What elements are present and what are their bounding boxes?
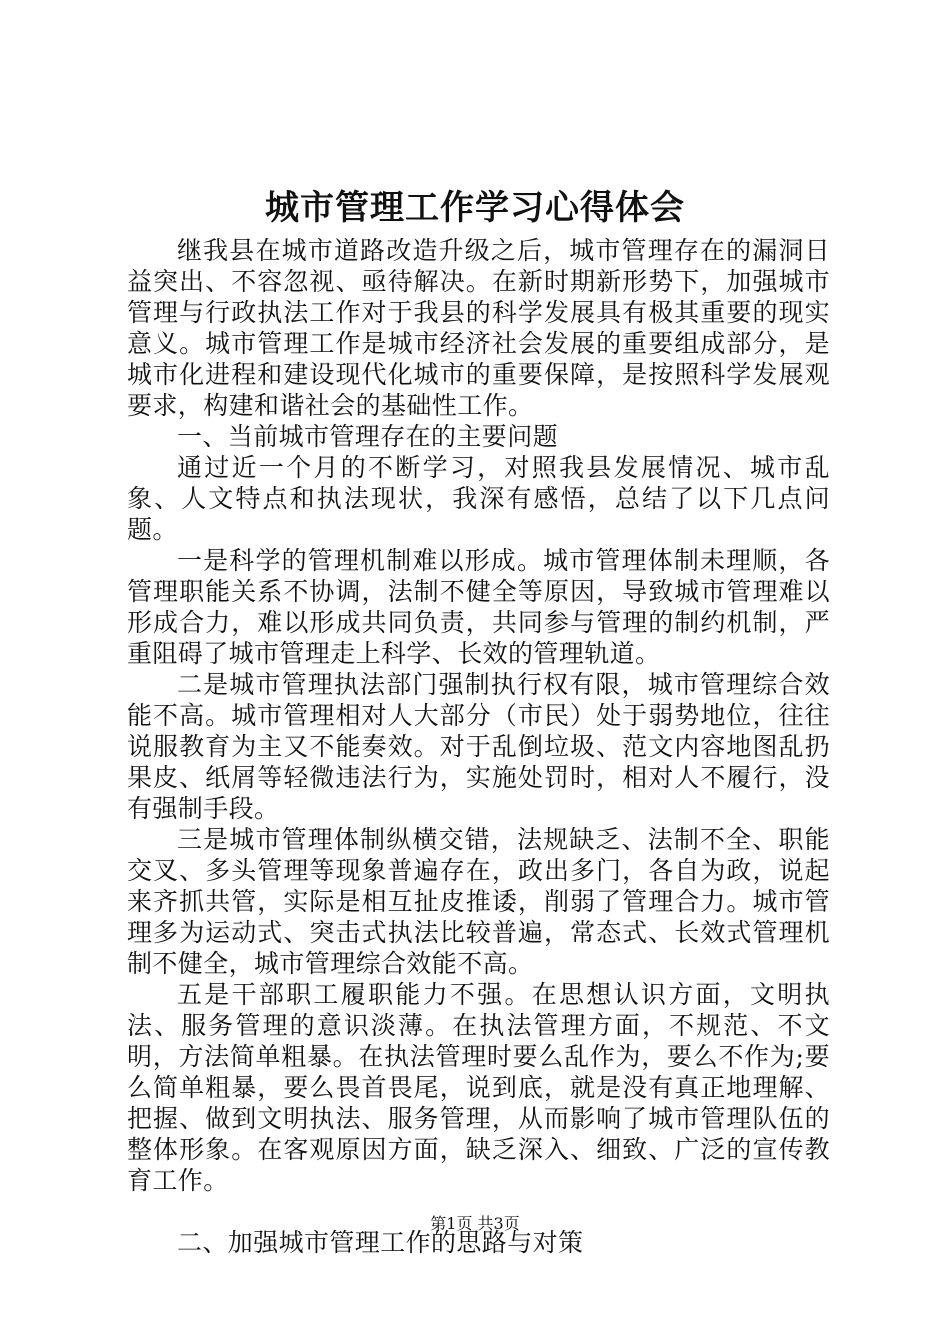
paragraph-point-five: 五是干部职工履职能力不强。在思想认识方面，文明执法、服务管理的意识淡薄。在执法管理方面，不规范、不文明，方法简单粗暴。在执法管理时要么乱作为，要么不作为;要么简单粗暴，要么畏首畏尾，说到底，就是没有真正地理解、把握、做到文明执法、服务管理，从而影响了城市管理队伍的整体形象。在客观原因方面，缺乏深入、细致、广泛的宣传教育工作。 — [127, 980, 830, 1195]
document-body — [127, 235, 830, 1258]
paragraph-intro: 继我县在城市道路改造升级之后，城市管理存在的漏洞日益突出、不容忽视、亟待解决。在新时期新形势下，加强城市管理与行政执法工作对于我县的科学发展具有极其重要的现实意义。城市管理工作是城市经济社会发展的重要组成部分，是城市化进程和建设现代化城市的重要保障，是按照科学发展观要求，构建和谐社会的基础性工作。 — [127, 236, 830, 420]
document-title: 城市管理工作学习心得体会 — [265, 188, 685, 228]
paragraph-summary: 通过近一个月的不断学习，对照我县发展情况、城市乱象、人文特点和执法现状，我深有感悟，总结了以下几点问题。 — [127, 453, 830, 544]
section-heading-problems: 一、当前城市管理存在的主要问题 — [177, 422, 559, 451]
paragraph-point-three: 三是城市管理体制纵横交错，法规缺乏、法制不全、职能交叉、多头管理等现象普遍存在，政出多门，各自为政，说起来齐抓共管，实际是相互扯皮推诿，削弱了管理合力。城市管理多为运动式、突击式执法比较普遍，常态式、长效式管理机制不健全，城市管理综合效能不高。 — [127, 825, 830, 978]
paragraph-point-one: 一是科学的管理机制难以形成。城市管理体制未理顺，各管理职能关系不协调，法制不健全等原因，导致城市管理难以形成合力，难以形成共同负责，共同参与管理的制约机制，严重阻碍了城市管理走上科学、长效的管理轨道。 — [127, 546, 830, 668]
section-heading-strategies: 二、加强城市管理工作的思路与对策 — [177, 1228, 584, 1257]
page-number-footer: 第1页 共3页 — [430, 1214, 520, 1233]
paragraph-point-two: 二是城市管理执法部门强制执行权有限，城市管理综合效能不高。城市管理相对人大部分（市民）处于弱势地位，往往说服教育为主又不能奏效。对于乱倒垃圾、范文内容地图乱扔果皮、纸屑等轻微违法行为，实施处罚时，相对人不履行，没有强制手段。 — [127, 670, 830, 823]
